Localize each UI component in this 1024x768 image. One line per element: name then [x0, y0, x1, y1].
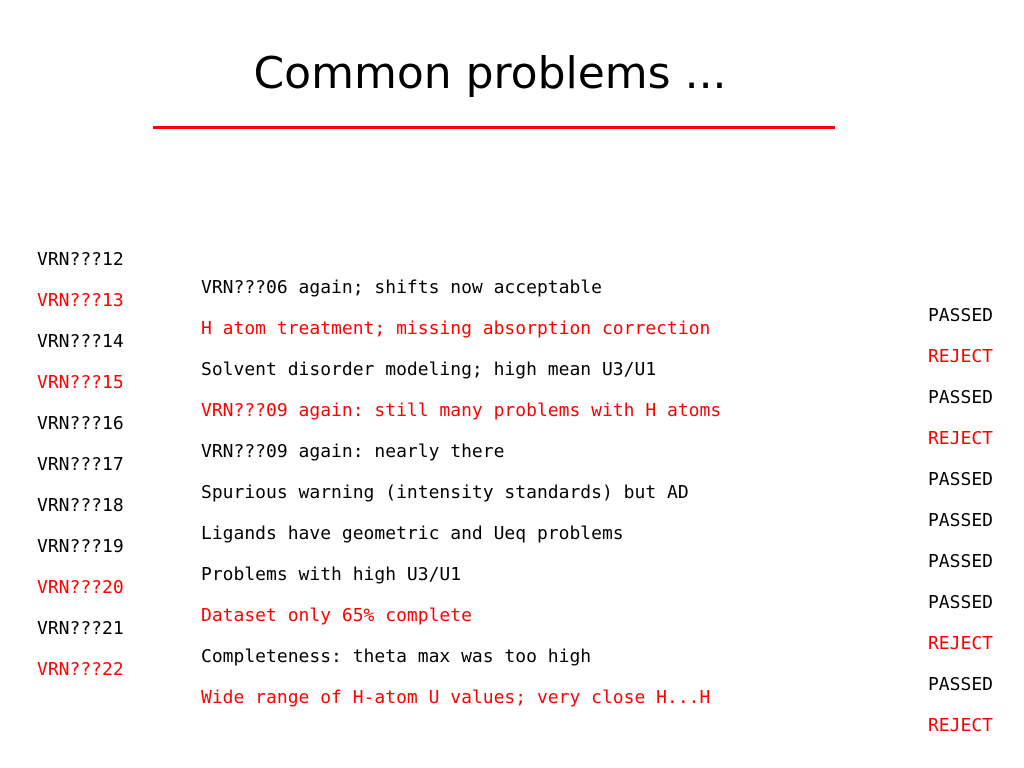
problem-description: Problems with high U3/U1	[201, 564, 462, 585]
structure-code: VRN???13	[37, 290, 124, 311]
structure-code: VRN???17	[37, 454, 124, 475]
status-label: REJECT	[927, 715, 993, 736]
structure-code: VRN???21	[37, 618, 124, 639]
status-label: PASSED	[927, 387, 993, 408]
structure-code: VRN???16	[37, 413, 124, 434]
status-label: PASSED	[927, 510, 993, 531]
status-label: REJECT	[927, 346, 993, 367]
problem-description: VRN???09 again: nearly there	[201, 441, 505, 462]
structure-code: VRN???19	[37, 536, 124, 557]
structure-code: VRN???15	[37, 372, 124, 393]
problem-description: Spurious warning (intensity standards) but AD	[201, 482, 689, 503]
problem-description: H atom treatment; missing absorption correction	[201, 318, 711, 339]
status-label: PASSED	[927, 674, 993, 695]
structure-code: VRN???22	[37, 659, 124, 680]
problem-description: Solvent disorder modeling; high mean U3/U1	[201, 359, 657, 380]
problem-description: Ligands have geometric and Ueq problems	[201, 523, 624, 544]
problem-description: Completeness: theta max was too high	[201, 646, 592, 667]
status-label: REJECT	[927, 633, 993, 654]
status-label: PASSED	[927, 469, 993, 490]
structure-code: VRN???12	[37, 249, 124, 270]
slide-title: Common problems ...	[253, 48, 727, 99]
structure-code: VRN???20	[37, 577, 124, 598]
problem-description: VRN???06 again; shifts now acceptable	[201, 277, 602, 298]
status-label: PASSED	[927, 592, 993, 613]
problem-list	[0, 218, 1024, 736]
structure-code: VRN???18	[37, 495, 124, 516]
title-underline	[153, 126, 835, 129]
structure-code: VRN???14	[37, 331, 124, 352]
problem-description: VRN???09 again: still many problems with H atoms	[201, 400, 722, 421]
status-label: PASSED	[927, 305, 993, 326]
status-label: REJECT	[927, 428, 993, 449]
status-label: PASSED	[927, 551, 993, 572]
problem-description: Wide range of H-atom U values; very close H...H	[201, 687, 711, 708]
problem-description: Dataset only 65% complete	[201, 605, 472, 626]
